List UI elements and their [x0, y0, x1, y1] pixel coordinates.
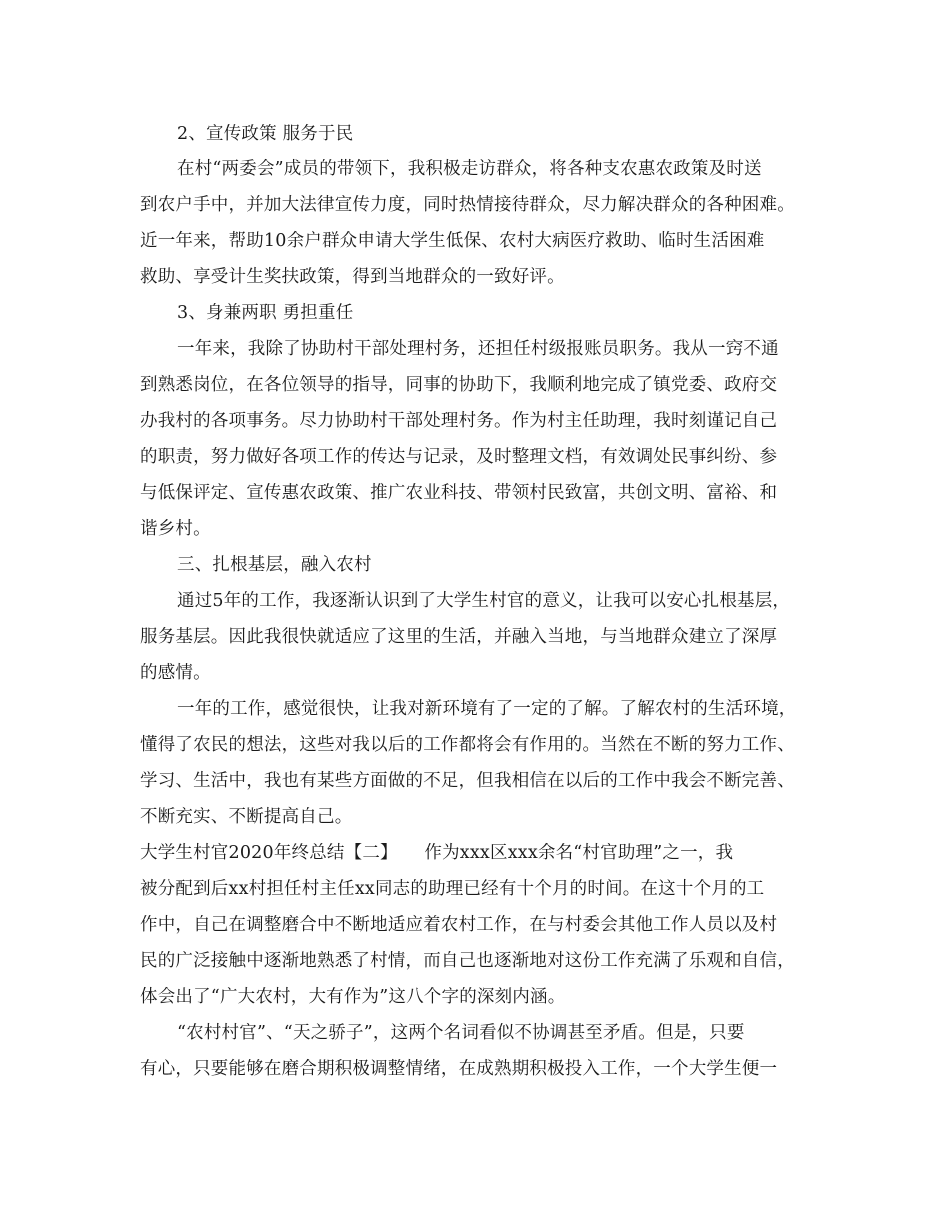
paragraph-line: 办我村的各项事务。尽力协助村干部处理村务。作为村主任助理，我时刻谨记自己	[140, 411, 778, 431]
paragraph-line: 一年来，我除了协助村干部处理村务，还担任村级报账员职务。我从一窍不通	[177, 339, 779, 359]
section-heading-three: 三、扎根基层，融入农村	[177, 555, 372, 575]
paragraph-line: 体会出了“广大农村，大有作为”这八个字的深刻内涵。	[140, 987, 566, 1007]
paragraph-line: 作中，自己在调整磨合中不断地适应着农村工作，在与村委会其他工作人员以及村	[140, 915, 778, 935]
paragraph-line: 民的广泛接触中逐渐地熟悉了村情，而自己也逐渐地对这份工作充满了乐观和自信，	[140, 951, 795, 971]
paragraph-line: 不断充实、不断提高自己。	[140, 807, 353, 827]
paragraph-line: 救助、享受计生奖扶政策，得到当地群众的一致好评。	[140, 267, 565, 287]
paragraph-line: 的感情。	[140, 663, 211, 683]
paragraph-line: 有心，只要能够在磨合期积极调整情绪，在成熟期积极投入工作，一个大学生便一	[140, 1059, 778, 1079]
paragraph-line: 服务基层。因此我很快就适应了这里的生活，并融入当地，与当地群众建立了深厚	[140, 627, 778, 647]
paragraph-line: 懂得了农民的想法，这些对我以后的工作都将会有作用的。当然在不断的努力工作、	[140, 735, 795, 755]
paragraph-line: 通过5年的工作，我逐渐认识到了大学生村官的意义，让我可以安心扎根基层，	[177, 591, 791, 611]
paragraph-line: 被分配到后xx村担任村主任xx同志的助理已经有十个月的时间。在这十个月的工	[140, 879, 765, 899]
paragraph-line: 的职责，努力做好各项工作的传达与记录，及时整理文档，有效调处民事纠纷、参	[140, 447, 778, 467]
article-title-line: 大学生村官2020年终总结【二】 作为xxx区xxx余名“村官助理”之一，我	[140, 843, 734, 863]
paragraph-line: “农村村官”、“天之骄子”，这两个名词看似不协调甚至矛盾。但是，只要	[177, 1023, 745, 1043]
paragraph-line: 与低保评定、宣传惠农政策、推广农业科技、带领村民致富，共创文明、富裕、和	[140, 483, 778, 503]
paragraph-line: 谐乡村。	[140, 519, 211, 539]
paragraph-line: 到农户手中，并加大法律宣传力度，同时热情接待群众，尽力解决群众的各种困难。	[140, 195, 795, 215]
paragraph-line: 学习、生活中，我也有某些方面做的不足，但我相信在以后的工作中我会不断完善、	[140, 771, 795, 791]
section-heading-3: 3、身兼两职 勇担重任	[177, 303, 354, 323]
section-heading-2: 2、宣传政策 服务于民	[177, 124, 354, 144]
paragraph-line: 在村“两委会”成员的带领下，我积极走访群众，将各种支农惠农政策及时送	[177, 159, 762, 179]
paragraph-line: 一年的工作，感觉很快，让我对新环境有了一定的了解。了解农村的生活环境，	[177, 699, 797, 719]
paragraph-line: 近一年来，帮助10余户群众申请大学生低保、农村大病医疗救助、临时生活困难	[140, 231, 765, 251]
paragraph-line: 到熟悉岗位，在各位领导的指导，同事的协助下，我顺利地完成了镇党委、政府交	[140, 375, 778, 395]
